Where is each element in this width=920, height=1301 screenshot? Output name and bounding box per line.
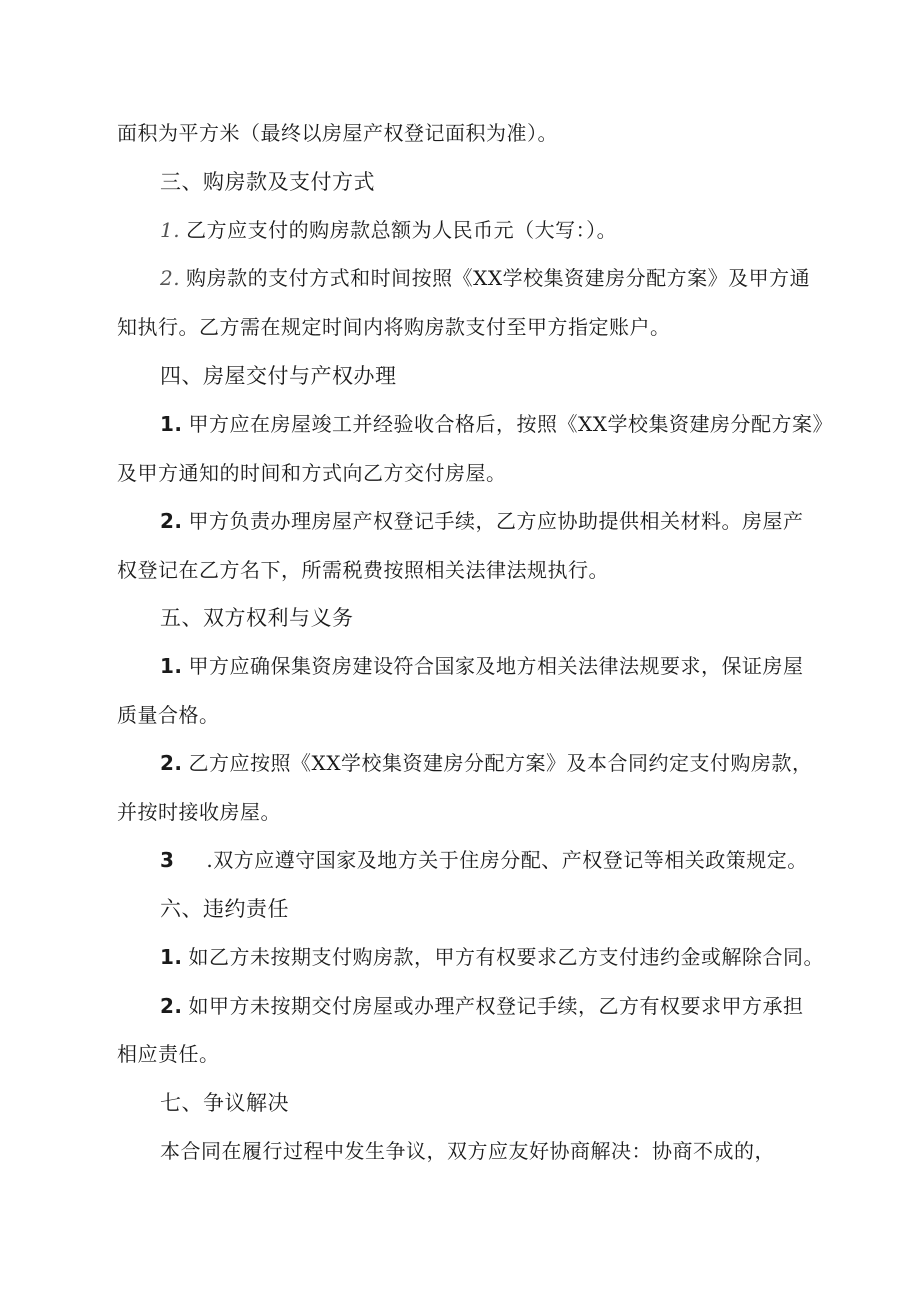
list-number: 1. — [160, 412, 183, 436]
list-item-text: 甲方负责办理房屋产权登记手续，乙方应协助提供相关材料。房屋产 — [188, 509, 804, 533]
list-item-text: 甲方应确保集资房建设符合国家及地方相关法律法规要求，保证房屋 — [188, 654, 804, 678]
paragraph-line: 并按时接收房屋。 — [117, 800, 281, 824]
list-item-text: 如乙方未按期支付购房款，甲方有权要求乙方支付违约金或解除合同。 — [188, 945, 825, 969]
list-item — [160, 264, 860, 292]
paragraph-line: 权登记在乙方名下，所需税费按照相关法律法规执行。 — [117, 558, 609, 582]
list-item-text: 乙方应支付的购房款总额为人民币元（大写：）。 — [186, 218, 618, 242]
paragraph-line: 相应责任。 — [117, 1042, 220, 1066]
list-item — [160, 507, 860, 535]
list-number: 2. — [160, 266, 181, 290]
list-item — [160, 846, 860, 874]
section-heading-7: 七、争议解决 — [160, 1091, 289, 1115]
list-number: 3 — [160, 848, 175, 872]
list-item — [160, 652, 860, 680]
list-item — [160, 992, 860, 1020]
list-item — [160, 410, 860, 438]
list-number: 1. — [160, 654, 183, 678]
paragraph-line: 知执行。乙方需在规定时间内将购房款支付至甲方指定账户。 — [117, 315, 671, 339]
list-item-text: 乙方应按照《XX学校集资建房分配方案》及本合同约定支付购房款， — [188, 751, 813, 775]
list-number: 1. — [160, 218, 181, 242]
list-number: 2. — [160, 509, 183, 533]
list-item — [160, 216, 860, 244]
list-item — [160, 943, 860, 971]
section-heading-6: 六、违约责任 — [160, 897, 289, 921]
list-number: 2. — [160, 994, 183, 1018]
section-heading-4: 四、房屋交付与产权办理 — [160, 364, 397, 388]
paragraph-line: 质量合格。 — [117, 703, 220, 727]
paragraph-line: 本合同在履行过程中发生争议，双方应友好协商解决：协商不成的， — [160, 1139, 775, 1163]
list-number: 1. — [160, 945, 183, 969]
paragraph-line: 面积为平方米（最终以房屋产权登记面积为准）。 — [117, 121, 558, 145]
list-item-text: 甲方应在房屋竣工并经验收合格后，按照《XX学校集资建房分配方案》 — [188, 412, 833, 436]
list-item-text: 如甲方未按期交付房屋或办理产权登记手续，乙方有权要求甲方承担 — [188, 994, 804, 1018]
paragraph-line: 及甲方通知的时间和方式向乙方交付房屋。 — [117, 461, 507, 485]
list-number: 2. — [160, 751, 183, 775]
list-item — [160, 749, 860, 777]
list-item-text: .双方应遵守国家及地方关于住房分配、产权登记等相关政策规定。 — [206, 848, 808, 872]
section-heading-3: 三、购房款及支付方式 — [160, 170, 375, 194]
list-item-text: 购房款的支付方式和时间按照《XX学校集资建房分配方案》及甲方通 — [186, 266, 811, 290]
section-heading-5: 五、双方权利与义务 — [160, 606, 354, 630]
